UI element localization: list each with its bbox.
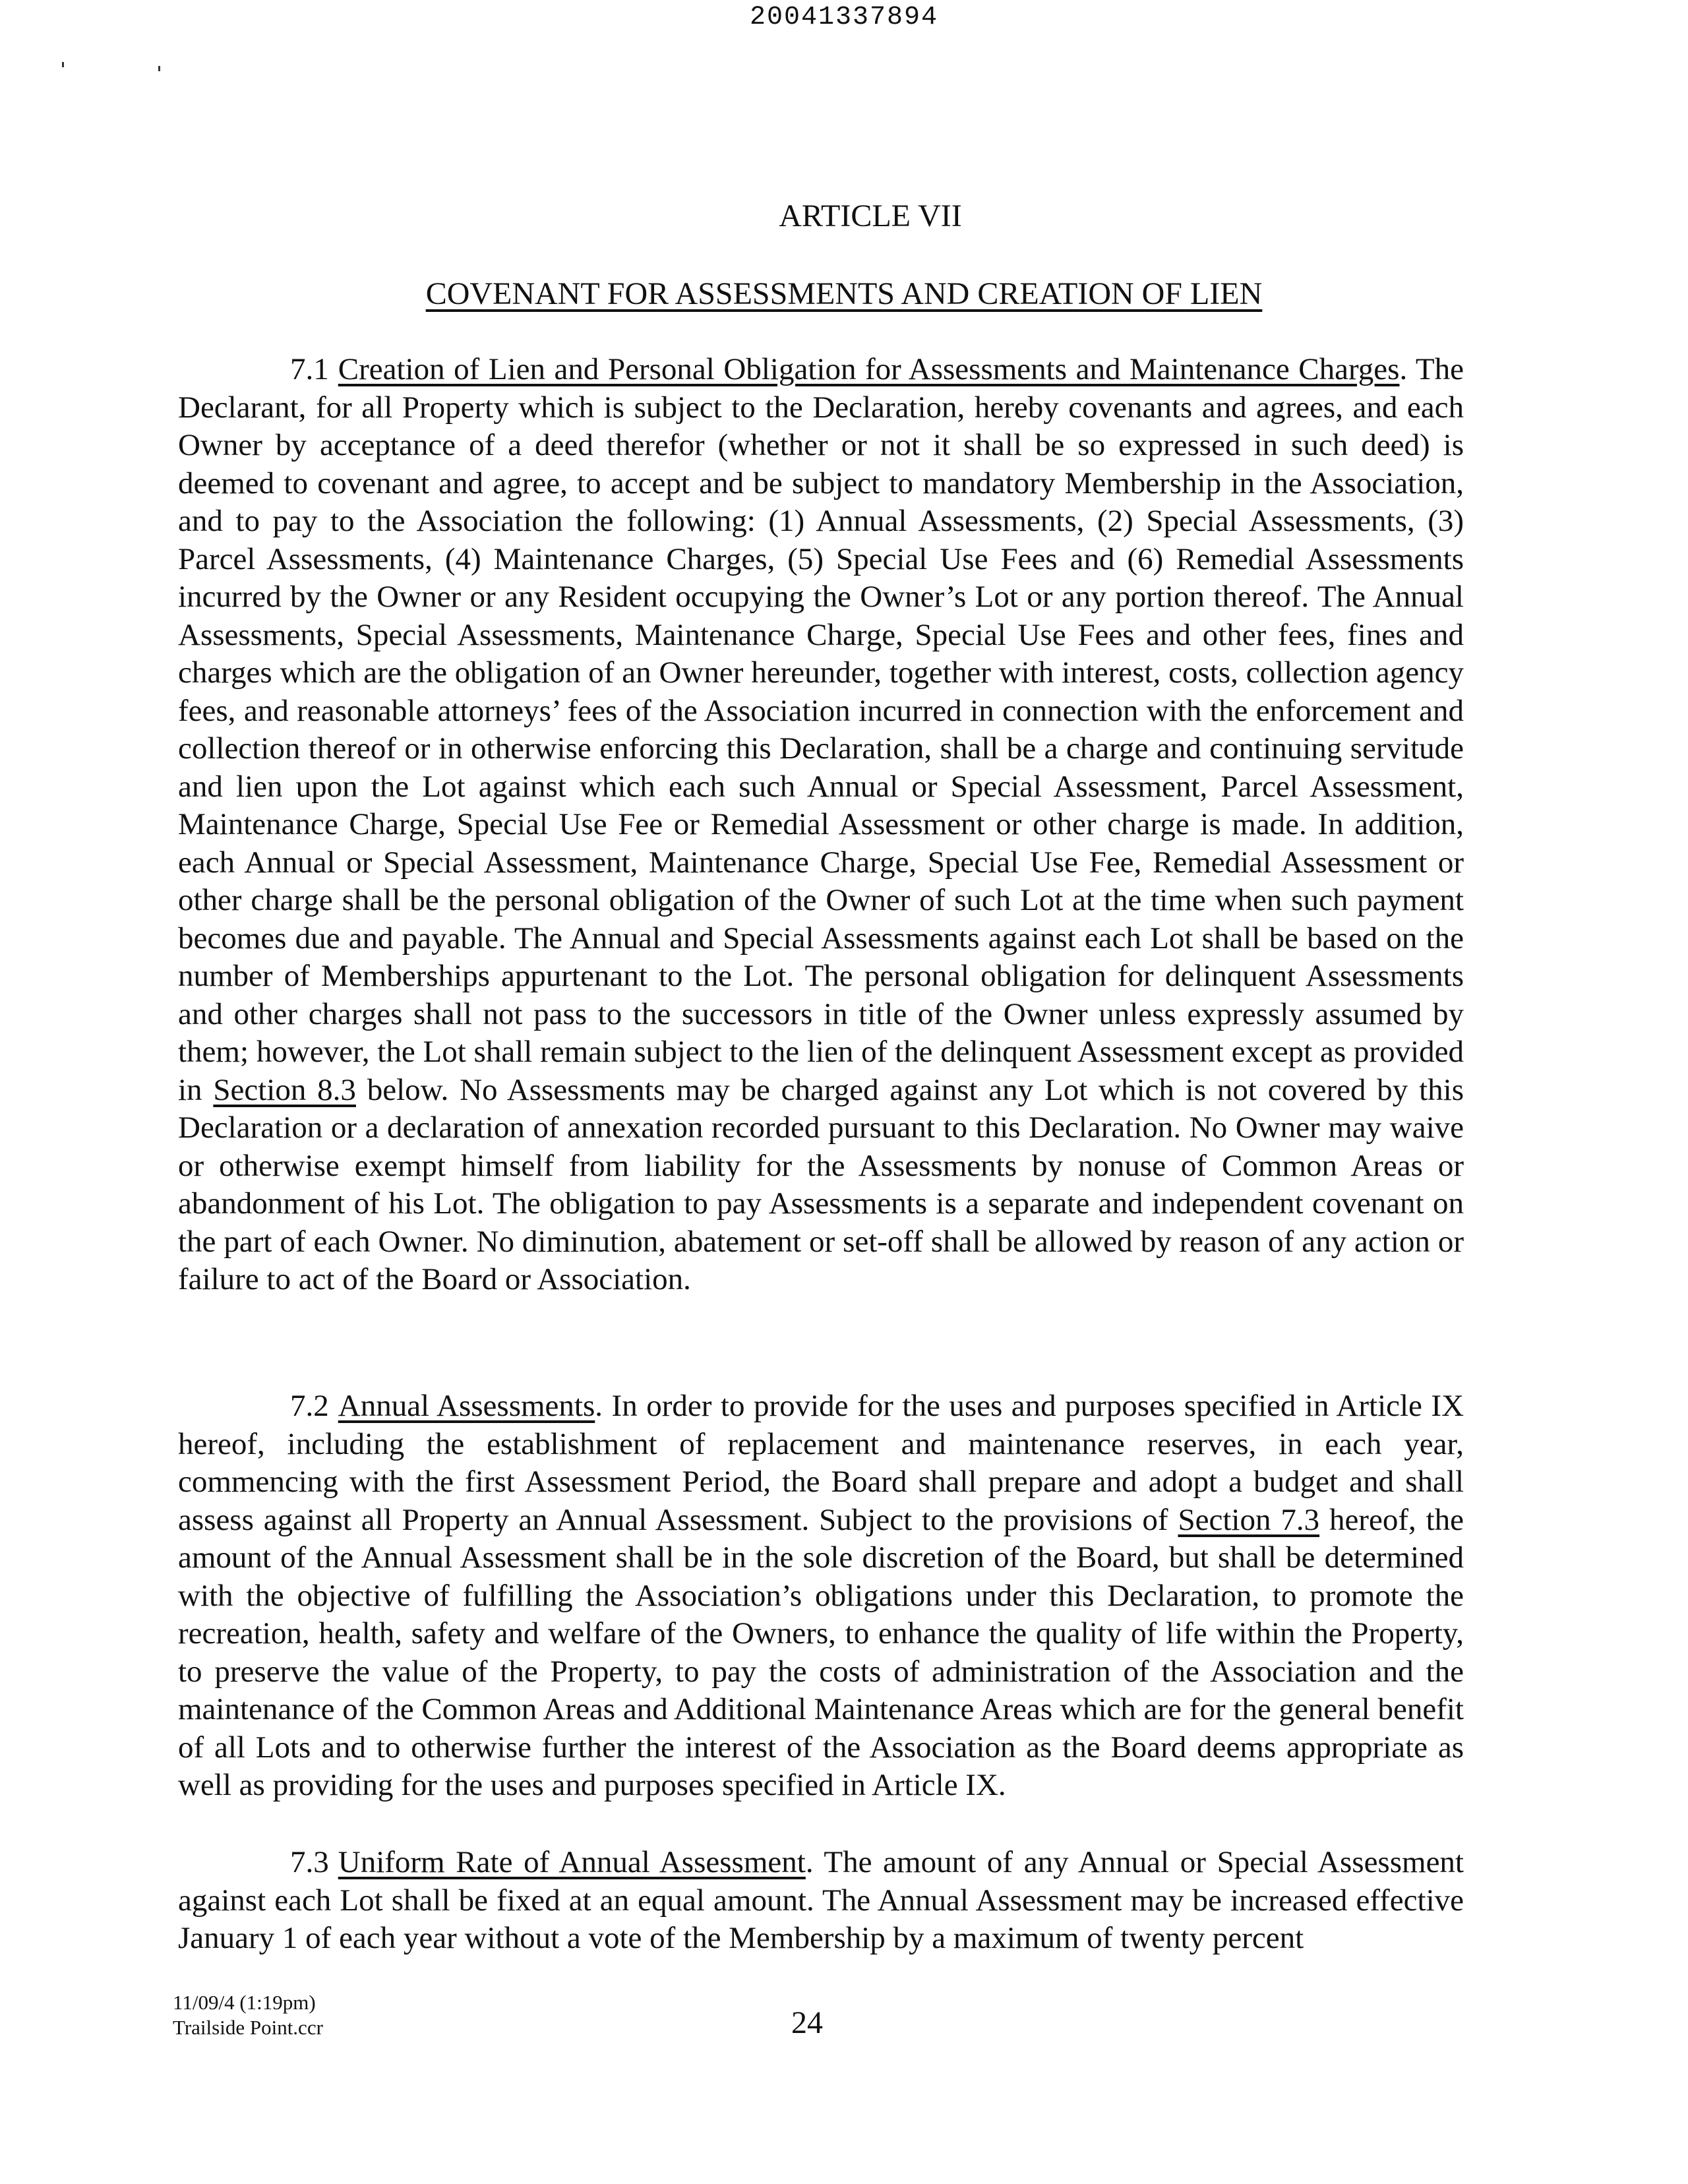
scan-speck — [62, 62, 64, 67]
footer-file-info — [173, 1990, 323, 2040]
section-number: 7.3 — [290, 1845, 329, 1879]
section-7-2 — [178, 1387, 1464, 1805]
section-heading: Annual Assessments — [338, 1389, 595, 1423]
article-title-text: COVENANT FOR ASSESSMENTS AND CREATION OF LIEN — [425, 276, 1263, 311]
article-title — [0, 276, 1688, 312]
section-heading-period: . — [1399, 352, 1408, 386]
section-7-3 — [178, 1844, 1464, 1958]
article-label: ARTICLE VII — [779, 198, 962, 233]
section-heading: Uniform Rate of Annual Assessment — [338, 1845, 806, 1879]
section-body: The amount of any Annual or Special Assessment against each Lot shall be fixed at an equal amount. The Annual Assessment may be increased effective January 1 of each year without a vote of the Membership by a maximum of twenty percent — [178, 1845, 1464, 1955]
section-heading-period: . — [805, 1845, 814, 1879]
section-body: The Declarant, for all Property which is subject to the Declaration, hereby covenants and agrees, and each Owner by acceptance of a deed therefor (whether or not it shall be so expressed in such deed) is deemed to covenant and agree, to accept and be subject to mandatory Membership in the Association, and to pay to the Association the following: (1) Annual Assessments, (2) Special Assessments, (3) Parcel Assessments, (4) Maintenance Charges, (5) Special Use Fees and (6) Remedial Assessments incurred by the Owner or any Resident occupying the Owner’s Lot or any portion thereof. The Annual Assessments, Special Assessments, Maintenance Charge, Special Use Fees and other fees, fines and charges which are the obligation of an Owner hereunder, together with interest, costs, collection agency fees, and reasonable attorneys’ fees of the Association incurred in connection with the enforcement and collection thereof or in otherwise enforcing this Declaration, shall be a charge and continuing servitude and lien upon the Lot against which each such Annual or Special Assessment, Parcel Assessment, Maintenance Charge, Special Use Fee or Remedial Assessment or other charge is made. In addition, each Annual or Special Assessment, Maintenance Charge, Special Use Fee, Remedial Assessment or other charge shall be the personal obligation of the Owner of such Lot at the time when such payment becomes due and payable. The Annual and Special Assessments against each Lot shall be based on the number of Memberships appurtenant to the Lot. The personal obligation for delinquent Assessments and other charges shall not pass to the successors in title of the Owner unless expressly assumed by them; however, the Lot shall remain subject to the lien of the delinquent Assessment except as provided in — [178, 352, 1464, 1107]
document-number: 20041337894 — [749, 3, 939, 32]
section-7-1 — [178, 351, 1464, 1299]
section-reference: Section 7.3 — [1178, 1502, 1320, 1537]
section-reference: Section 8.3 — [213, 1072, 356, 1107]
scan-speck — [158, 66, 160, 71]
section-heading-period: . — [595, 1389, 603, 1423]
section-body: In order to provide for the uses and purposes specified in Article IX hereof, including the establishment of replacement and maintenance reserves, in each year, commencing with the first Assessment Period, the Board shall prepare and adopt a budget and shall assess against all Property an Annual Assessment. Subject to the provisions of — [178, 1389, 1464, 1537]
page-number: 24 — [791, 2005, 823, 2040]
section-body-continued: hereof, the amount of the Annual Assessment shall be in the sole discretion of the Board, but shall be determined with the objective of fulfilling the Association’s obligations under this Declaration, to promote the recreation, health, safety and welfare of the Owners, to enhance the quality of life within the Property, to preserve the value of the Property, to pay the costs of administration of the Association and the maintenance of the Common Areas and Additional Maintenance Areas which are for the general benefit of all Lots and to otherwise further the interest of the Association as the Board deems appropriate as well as providing for the uses and purposes specified in Article IX. — [178, 1502, 1464, 1802]
footer-filename: Trailside Point.ccr — [173, 2016, 323, 2039]
section-body-continued: below. No Assessments may be charged against any Lot which is not covered by this Declaration or a declaration of annexation recorded pursuant to this Declaration. No Owner may waive or otherwise exempt himself from liability for the Assessments by nonuse of Common Areas or abandonment of his Lot. The obligation to pay Assessments is a separate and independent covenant on the part of each Owner. No diminution, abatement or set-off shall be allowed by reason of any action or failure to act of the Board or Association. — [178, 1072, 1464, 1296]
section-number: 7.1 — [290, 352, 329, 386]
section-number: 7.2 — [290, 1389, 329, 1423]
footer-date: 11/09/4 (1:19pm) — [173, 1991, 316, 2014]
section-heading: Creation of Lien and Personal Obligation for Assessments and Maintenance Charges — [338, 352, 1400, 386]
